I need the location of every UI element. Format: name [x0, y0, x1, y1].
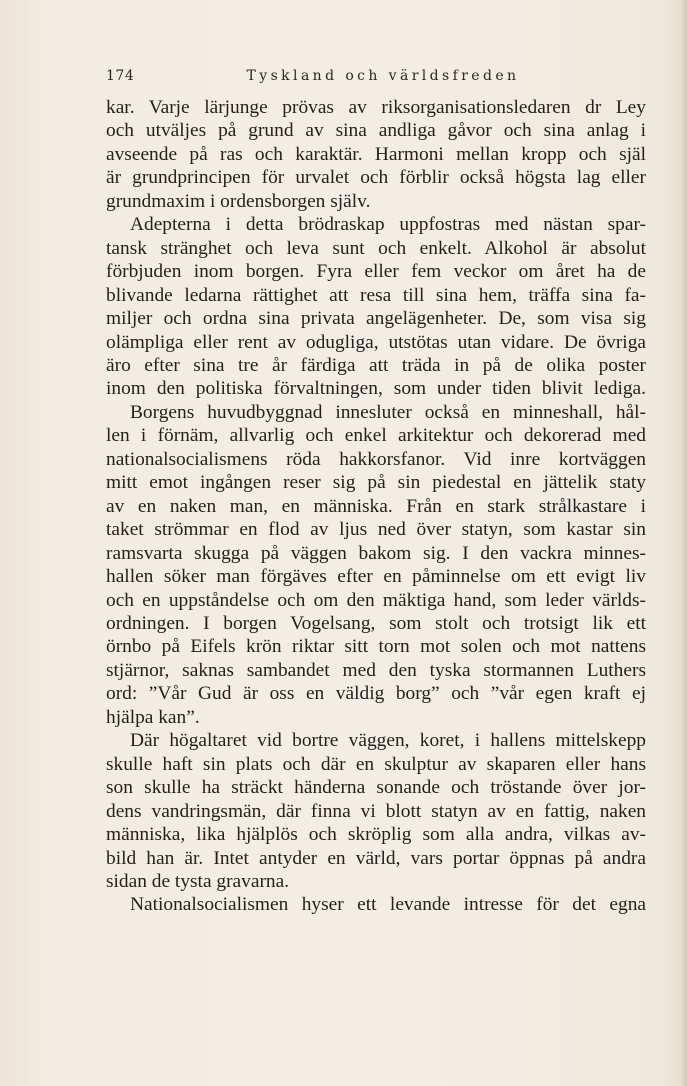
text-line: och utväljes på grund av sina andliga gåvor och sina anlag i [106, 120, 646, 142]
text-line: är grundprincipen för urvalet och förblir också högsta lag eller [106, 167, 646, 189]
text-line: kar. Varje lärjunge prövas av riksorganisationsledaren dr Ley [106, 97, 646, 118]
text-line: bild han är. Intet antyder en värld, vars portar öppnas på andra [106, 847, 646, 869]
text-line: olämpliga eller rent av odugliga, utstötas utan vidare. De övriga [106, 331, 646, 353]
text-line: len i förnäm, allvarlig och enkel arkitektur och dekorerad med [106, 425, 646, 447]
text-line: ordningen. I borgen Vogelsang, som stolt och trotsigt lik ett [106, 612, 646, 634]
text-line: stjärnor, saknas sambandet med den tyska stormannen Luthers [106, 659, 646, 681]
text-line: inom den politiska förvaltningen, som under tiden blivit lediga. [106, 378, 646, 400]
text-line: ord: ”Vår Gud är oss en väldig borg” och ”vår egen kraft ej [106, 683, 646, 705]
text-line: Borgens huvudbyggnad innesluter också en minneshall, hål- [130, 401, 646, 423]
text-line: hallen söker man förgäves efter en påminnelse om ett evigt liv [106, 566, 646, 588]
text-line: Adepterna i detta brödraskap uppfostras med nästan spar- [130, 214, 646, 236]
text-line: avseende på ras och karaktär. Harmoni mellan kropp och själ [106, 143, 646, 165]
text-line: örnbo på Eifels krön riktar sitt torn mot solen och mot nattens [106, 636, 646, 658]
text-line: hjälpa kan”. [106, 706, 200, 728]
text-line: miljer och ordna sina privata angelägenheter. De, som visa sig [106, 308, 646, 330]
text-line: människa, lika hjälplös och skröplig som alla andra, vilkas av- [106, 824, 646, 846]
text-line: förbjuden inom borgen. Fyra eller fem veckor om året ha de [106, 261, 646, 283]
text-line: tansk stränghet och leva sunt och enkelt. Alkohol är absolut [106, 237, 646, 259]
text-line: dens vandringsmän, där finna vi blott statyn av en fattig, naken [106, 800, 646, 822]
text-line: son skulle ha sträckt händerna sonande och tröstande över jor- [106, 777, 646, 799]
body-text [106, 96, 646, 917]
text-line: Nationalsocialismen hyser ett levande intresse för det egna [130, 894, 646, 916]
running-title: Tyskland och världsfreden [246, 68, 520, 84]
page-edge-shadow [681, 0, 687, 1086]
text-line: och en uppståndelse och om den mäktiga hand, som leder världs- [106, 589, 646, 611]
text-line: nationalsocialismens röda hakkorsfanor. Vid inre kortväggen [106, 448, 646, 470]
text-line: Där högaltaret vid bortre väggen, koret, i hallens mittelskepp [130, 730, 646, 752]
text-line: äro efter sina tre år färdiga att träda in på de olika poster [106, 354, 646, 376]
text-line: grundmaxim i ordensborgen själv. [106, 190, 371, 212]
text-line: blivande ledarna rättighet att resa till sina hem, träffa sina fa- [106, 284, 646, 306]
text-line: taket strömmar en flod av ljus ned över statyn, som kastar sin [106, 519, 646, 541]
running-head [106, 66, 646, 88]
text-line: ramsvarta skugga på väggen bakom sig. I den vackra minnes- [106, 542, 646, 564]
text-line: sidan de tysta gravarna. [106, 870, 290, 892]
text-line: mitt emot ingången reser sig på sin piedestal en jättelik staty [106, 472, 646, 494]
text-line: skulle haft sin plats och där en skulptur av skaparen eller hans [106, 753, 646, 775]
text-line: av en naken man, en människa. Från en stark strålkastare i [106, 495, 646, 517]
page-number: 174 [106, 68, 135, 84]
